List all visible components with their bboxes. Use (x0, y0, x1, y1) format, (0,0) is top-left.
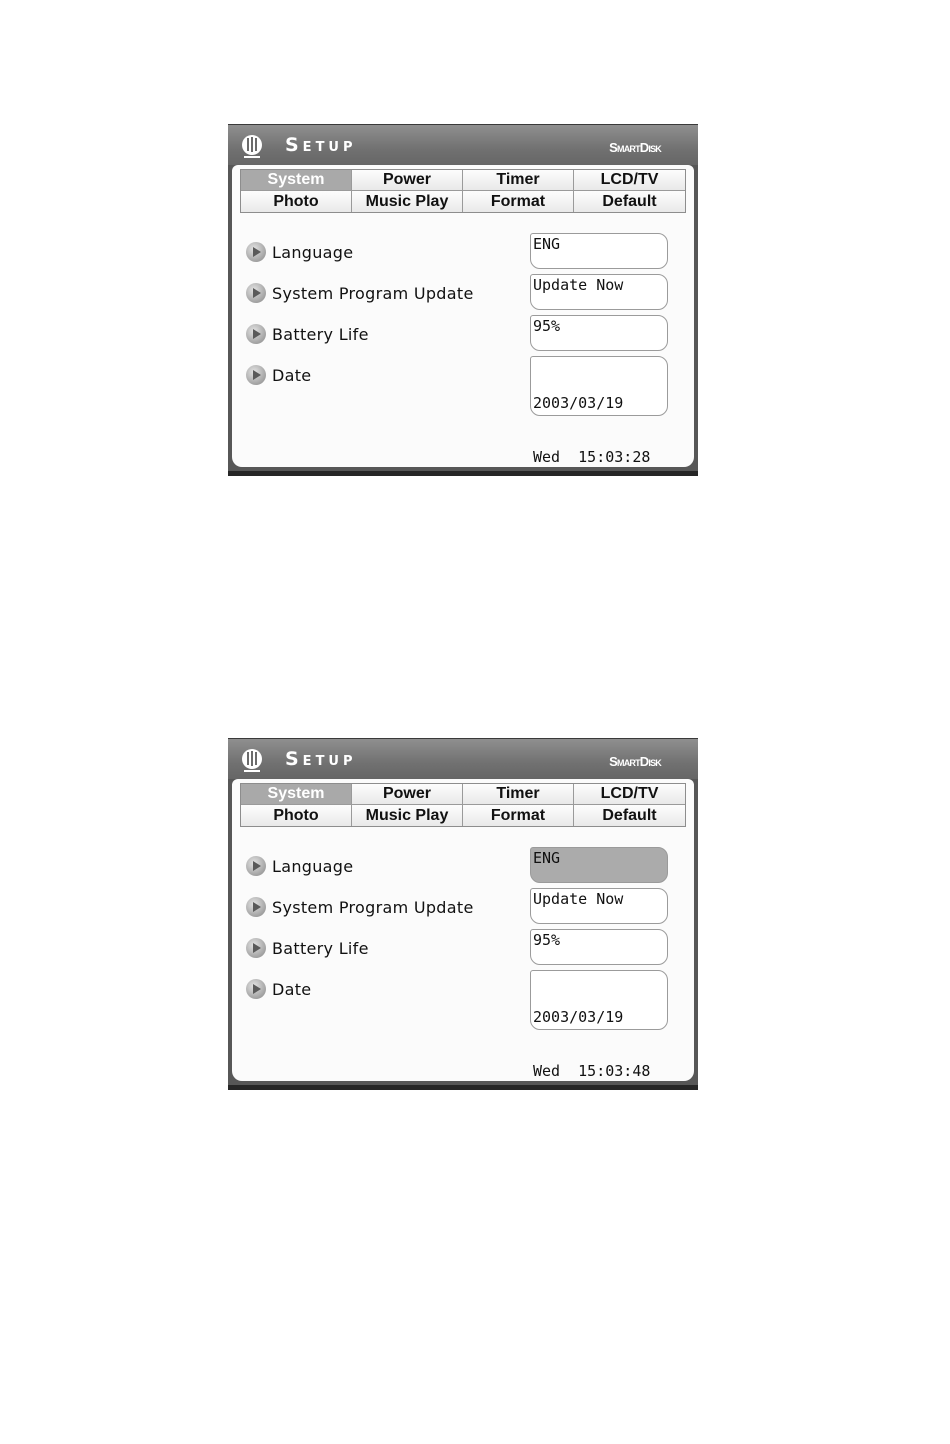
battery-value-box: 95% (530, 929, 668, 965)
arrow-bullet-icon (246, 856, 266, 876)
tab-music-play[interactable]: Music Play (352, 805, 463, 826)
brand-logo: SmartDisk (609, 140, 661, 155)
setup-screen-1 (228, 124, 698, 476)
tab-format[interactable]: Format (463, 191, 574, 212)
setting-label: Language (272, 242, 354, 262)
setting-date[interactable] (246, 363, 311, 387)
tab-music-play[interactable]: Music Play (352, 191, 463, 212)
setting-label: Date (272, 365, 312, 385)
tab-system[interactable]: System (241, 170, 352, 191)
setting-label: System Program Update (272, 283, 474, 303)
page-title: Setup (285, 134, 357, 156)
tab-photo[interactable]: Photo (241, 805, 352, 826)
tab-power[interactable]: Power (352, 170, 463, 191)
brand-logo: SmartDisk (609, 754, 661, 769)
tab-bar (240, 169, 686, 213)
date-value: 2003/03/19 (533, 1008, 624, 1026)
arrow-bullet-icon (246, 242, 266, 262)
tab-timer[interactable]: Timer (463, 170, 574, 191)
date-value-box[interactable] (530, 356, 668, 466)
tab-default[interactable]: Default (574, 191, 685, 212)
arrow-bullet-icon (246, 897, 266, 917)
arrow-bullet-icon (246, 979, 266, 999)
tab-timer[interactable]: Timer (463, 784, 574, 805)
update-value-box[interactable]: Update Now (530, 888, 668, 924)
setup-screen-2 (228, 738, 698, 1090)
arrow-bullet-icon (246, 365, 266, 385)
language-value-box-selected[interactable]: ENG (530, 847, 668, 883)
title-bar (228, 125, 698, 165)
setup-panel (232, 165, 694, 467)
setup-logo-icon (240, 133, 266, 159)
setting-label: Battery Life (272, 324, 369, 344)
setup-logo-icon (240, 747, 266, 773)
setting-label: System Program Update (272, 897, 474, 917)
setting-system-program-update[interactable] (246, 895, 474, 919)
setting-language[interactable] (246, 854, 353, 878)
setting-label: Battery Life (272, 938, 369, 958)
update-value-box[interactable]: Update Now (530, 274, 668, 310)
tab-lcd-tv[interactable]: LCD/TV (574, 170, 685, 191)
tab-power[interactable]: Power (352, 784, 463, 805)
title-bar (228, 739, 698, 779)
setting-system-program-update[interactable] (246, 281, 474, 305)
language-value-box[interactable]: ENG (530, 233, 668, 269)
tab-photo[interactable]: Photo (241, 191, 352, 212)
arrow-bullet-icon (246, 938, 266, 958)
battery-value-box: 95% (530, 315, 668, 351)
setup-panel (232, 779, 694, 1081)
tab-lcd-tv[interactable]: LCD/TV (574, 784, 685, 805)
arrow-bullet-icon (246, 283, 266, 303)
setting-battery-life[interactable] (246, 936, 369, 960)
date-value: 2003/03/19 (533, 394, 624, 412)
date-value-box[interactable] (530, 970, 668, 1080)
arrow-bullet-icon (246, 324, 266, 344)
setting-label: Date (272, 979, 312, 999)
setting-label: Language (272, 856, 354, 876)
time-value: Wed 15:03:48 (533, 1062, 651, 1080)
setting-battery-life[interactable] (246, 322, 369, 346)
tab-system[interactable]: System (241, 784, 352, 805)
tab-bar (240, 783, 686, 827)
setting-date[interactable] (246, 977, 311, 1001)
setting-language[interactable] (246, 240, 353, 264)
tab-default[interactable]: Default (574, 805, 685, 826)
page-title: Setup (285, 748, 357, 770)
time-value: Wed 15:03:28 (533, 448, 651, 466)
tab-format[interactable]: Format (463, 805, 574, 826)
